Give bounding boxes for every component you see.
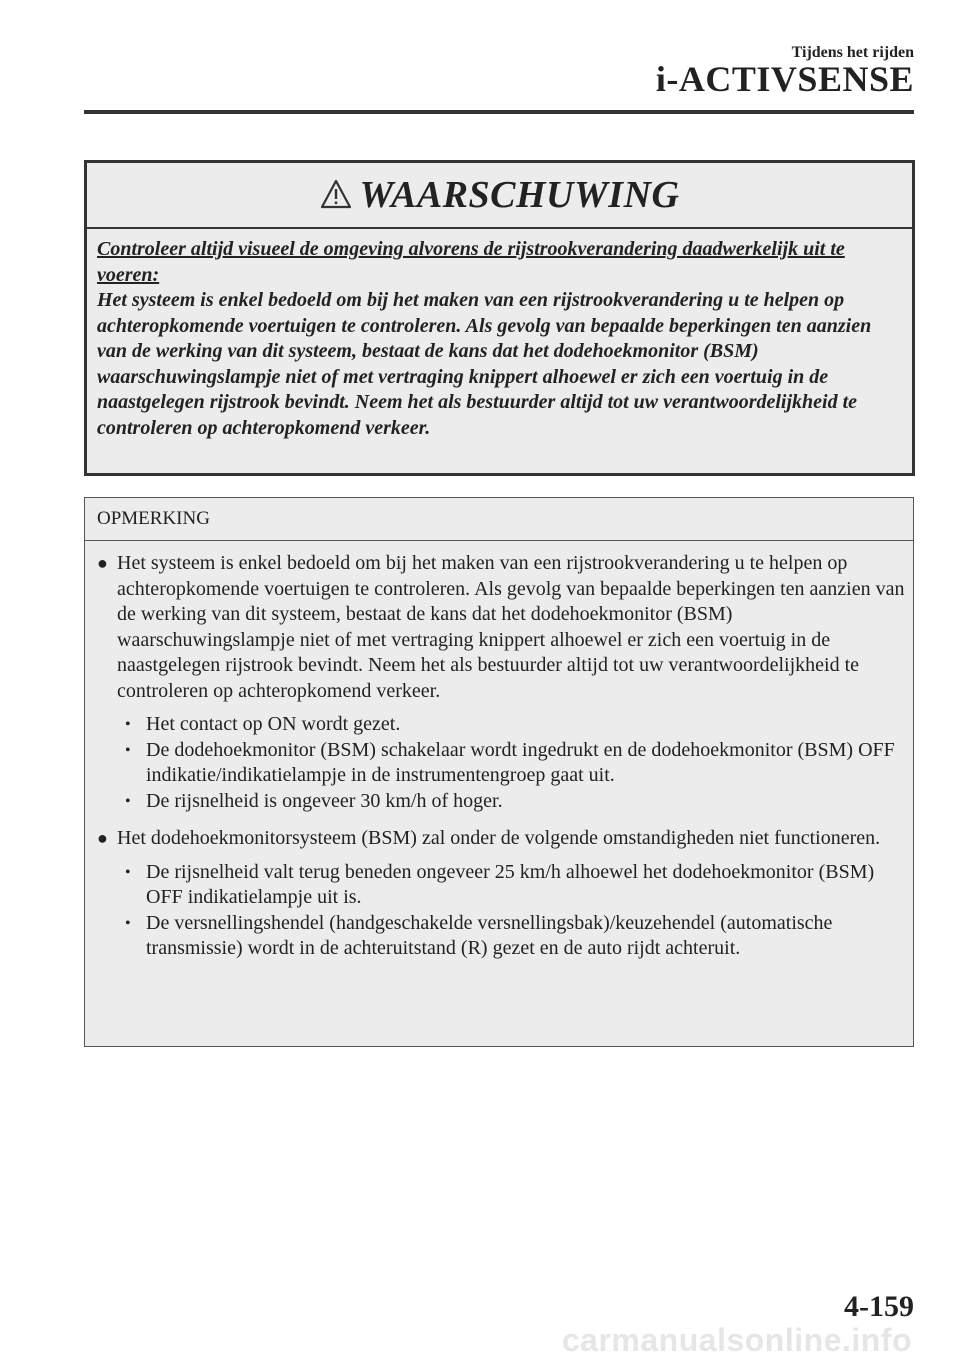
warning-text: Het systeem is enkel bedoeld om bij het maken van een rijstrookverandering u te helpen op achteropkomende voertuigen te controleren. Als gevolg van bepaalde beperkingen ten aanzien van de werking van dit systeem, bestaat de kans dat het dodehoekmonitor (BSM) waarschuwingslampje niet of met vertraging knippert alhoewel er zich een voertuig in de naastgelegen rijstrook bevindt. Neem het als bestuurder altijd tot uw verantwoordelijkheid te controleren op achteropkomend verkeer. [97,289,872,439]
warning-body [87,229,912,441]
note-box [84,497,914,1047]
note-subitem [95,712,905,738]
note-subitem [95,738,905,789]
header-divider [84,110,914,114]
sub-bullet-icon: • [125,741,131,759]
chapter-title: i-ACTIVSENSE [655,59,914,99]
warning-triangle-icon [320,179,352,209]
sub-bullet-icon: • [125,863,131,881]
warning-instruction: Controleer altijd visueel de omgeving alvorens de rijstrookverandering daadwerkelijk uit te voeren: [97,238,845,286]
note-subitem-text: Het contact op ON wordt gezet. [146,713,401,735]
note-item-text: Het dodehoekmonitorsysteem (BSM) zal onder de volgende omstandigheden niet functioneren. [117,827,881,849]
note-sublist [95,860,905,962]
note-subitem-text: De versnellingshendel (handgeschakelde versnellingsbak)/keuzehendel (automatische transmissie) wordt in de achteruitstand (R) gezet en de auto rijdt achteruit. [146,911,833,959]
note-subitem [95,860,905,911]
bullet-icon: ● [97,553,108,573]
sub-bullet-icon: • [125,792,131,810]
note-sublist [95,712,905,814]
note-body [85,541,913,962]
note-subitem-text: De rijsnelheid valt terug beneden ongeveer 25 km/h alhoewel het dodehoekmonitor (BSM) OFF indikatielampje uit is. [146,860,875,908]
note-subitem-text: De rijsnelheid is ongeveer 30 km/h of hoger. [146,789,503,812]
note-item [95,551,905,704]
note-item-text: Het systeem is enkel bedoeld om bij het maken van een rijstrookverandering u te helpen op achteropkomende voertuigen te controleren. Als gevolg van bepaalde beperkingen ten aanzien van de werking van dit systeem, bestaat de kans dat het dodehoekmonitor (BSM) waarschuwingslampje niet of met vertraging knippert alhoewel er zich een voertuig in de naastgelegen rijstrook bevindt. Neem het als bestuurder altijd tot uw verantwoordelijkheid te controleren op achteropkomend verkeer. [117,552,905,702]
note-subitem [95,789,905,815]
note-item [95,826,905,852]
section-title: Tijdens het rijden [791,44,914,61]
warning-title: WAARSCHUWING [359,174,680,216]
note-subitem-text: De dodehoekmonitor (BSM) schakelaar wordt ingedrukt en de dodehoekmonitor (BSM) OFF indikatie/indikatielampje in de instrumentengroep gaat uit. [146,738,895,786]
warning-header [87,163,912,229]
sub-bullet-icon: • [125,914,131,932]
note-title: OPMERKING [85,498,913,541]
bullet-icon: ● [97,828,108,848]
warning-box [84,160,915,476]
watermark: carmanualsonline.info [561,1322,912,1358]
page-number: 4-159 [844,1290,914,1323]
sub-bullet-icon: • [125,716,131,733]
note-subitem [95,911,905,962]
